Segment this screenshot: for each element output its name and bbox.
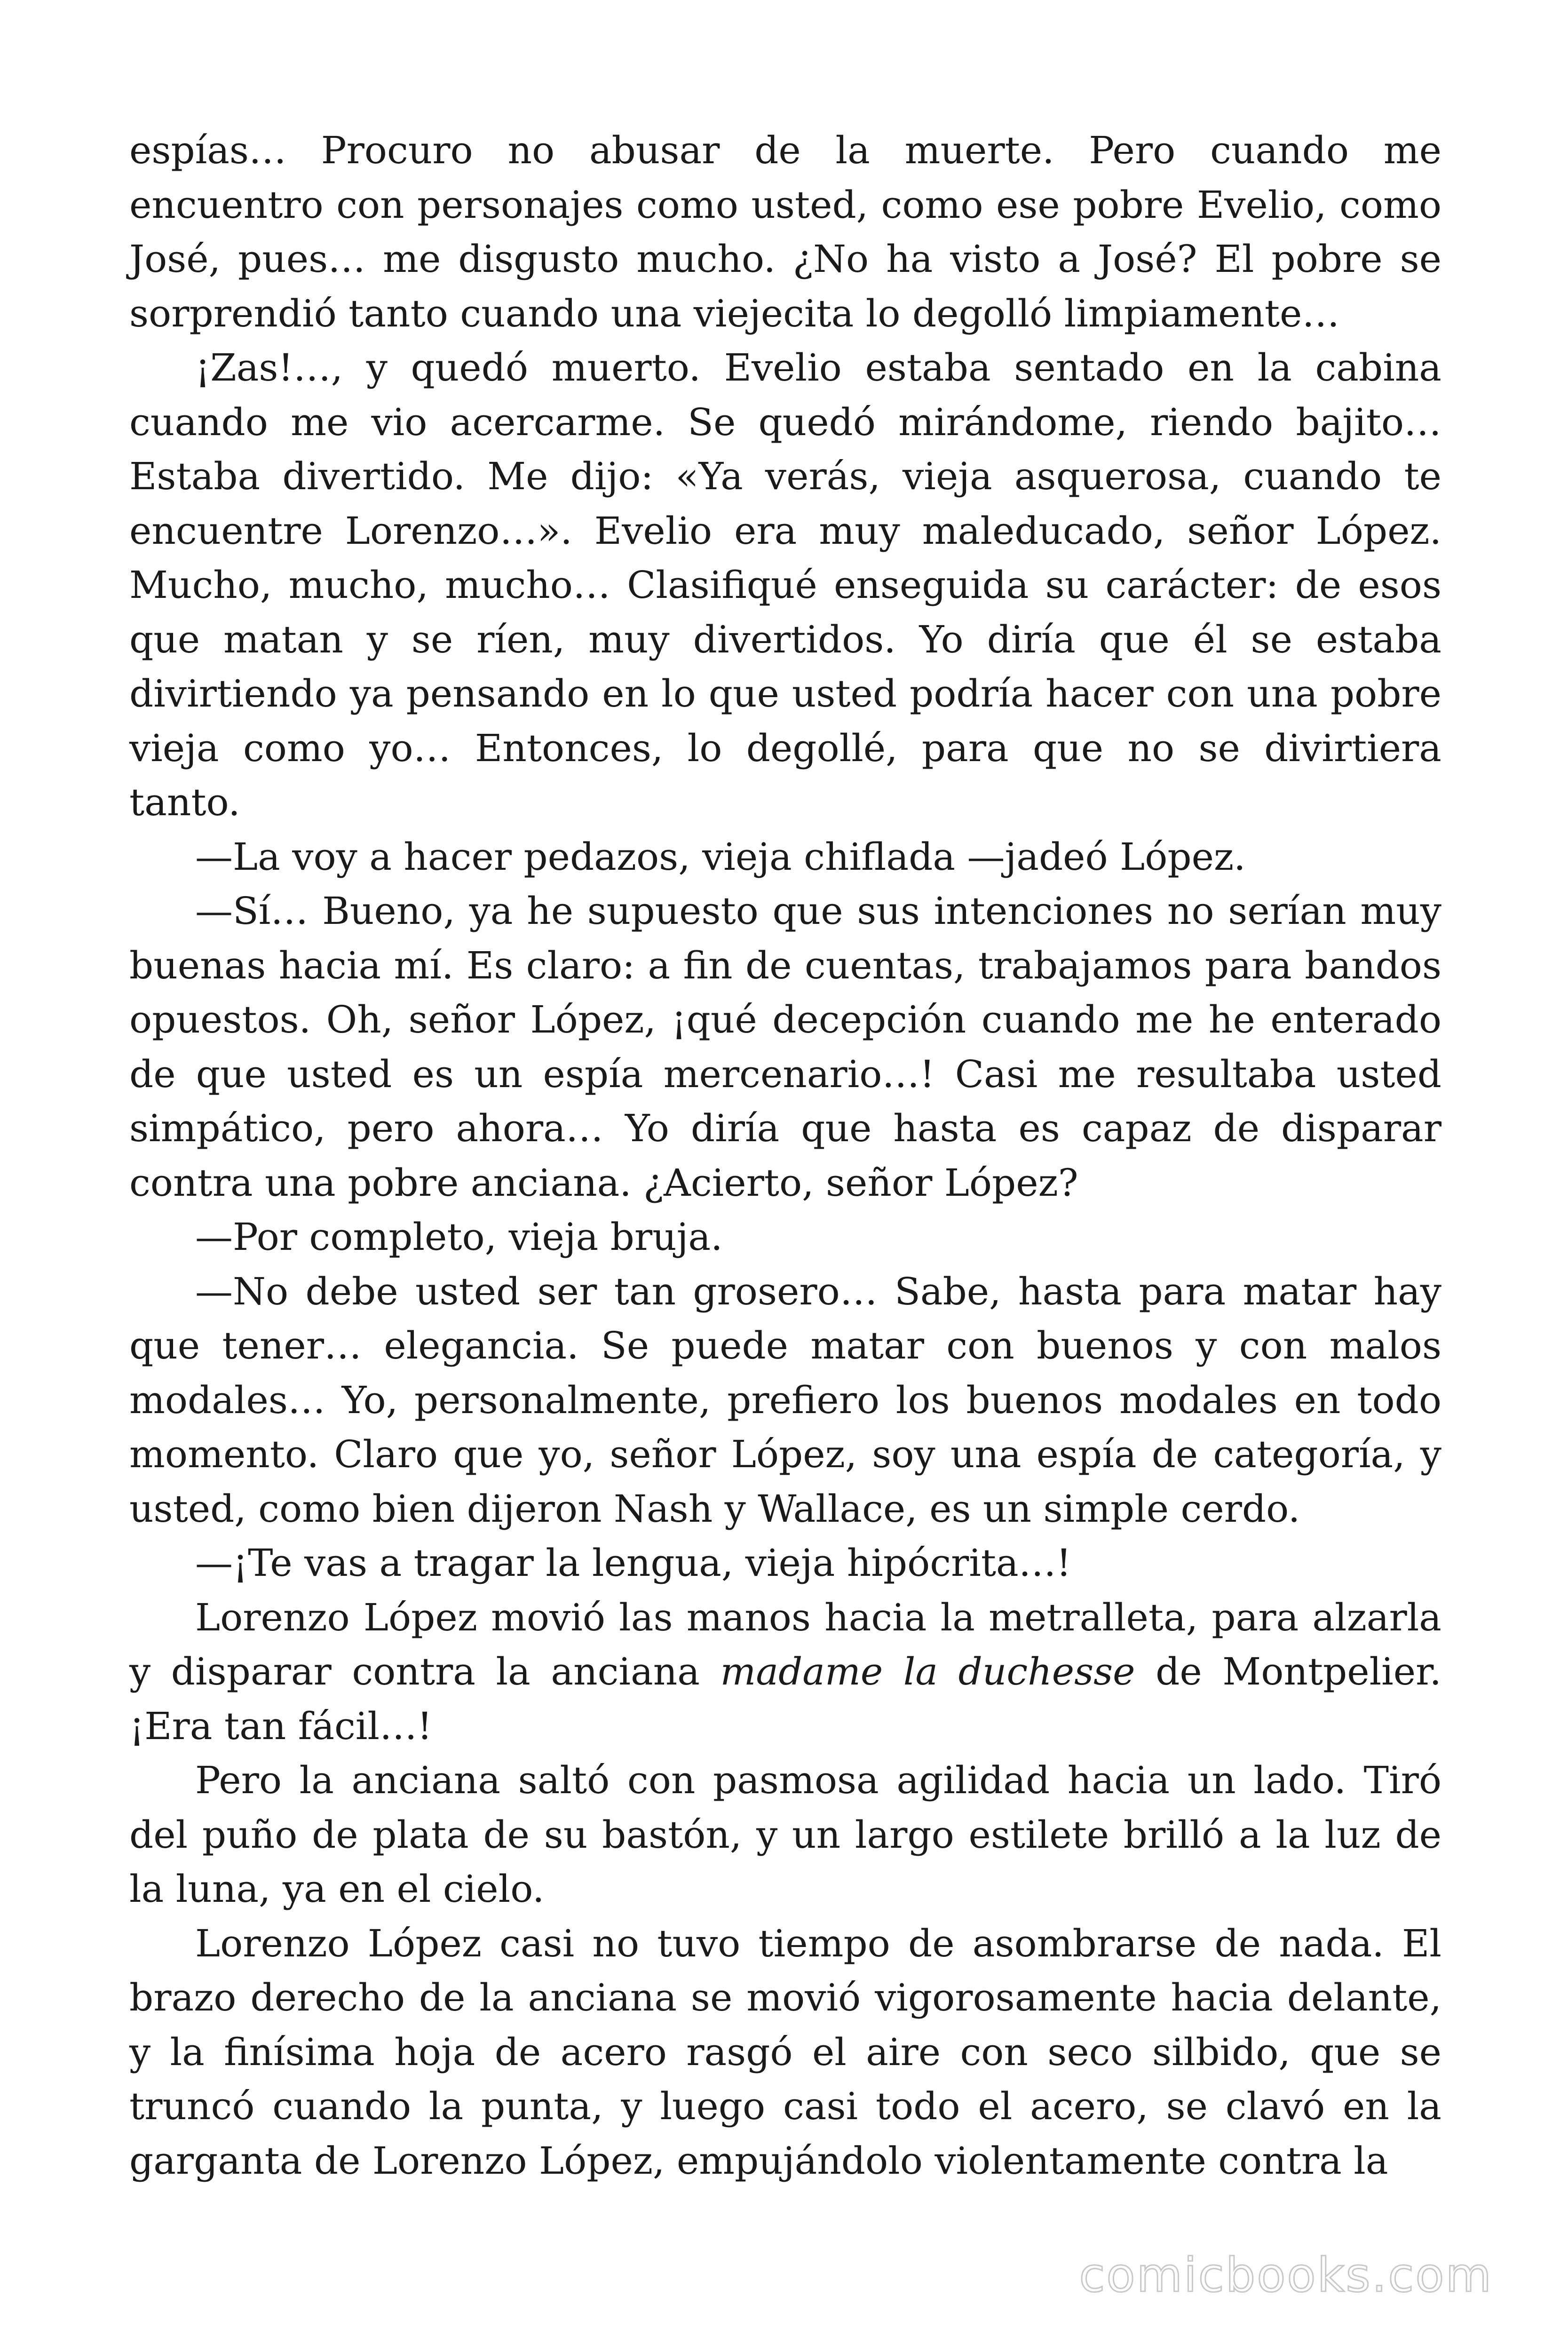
text-run: —¡Te vas a tragar la lengua, vieja hipócrita…! [195,1541,1071,1585]
paragraph [129,1753,1441,1916]
paragraph [129,123,1441,341]
watermark: comicbooks.com [1079,2248,1493,2303]
text-run: —Por completo, vieja bruja. [195,1215,723,1259]
text-run: Pero la anciana saltó con pasmosa agilidad hacia un lado. Tiró del puño de plata de su bastón, y un largo estilete brilló a la luz de la luna, ya en el cielo. [129,1758,1441,1911]
text-run: Lorenzo López movió las manos hacia la metralleta, para alzarla y disparar contra la anciana [129,1595,1441,1693]
text-run: ¡Zas!…, y quedó muerto. Evelio estaba sentado en la cabina cuando me vio acercarme. Se quedó mirándome, riendo bajito… Estaba divertido. Me dijo: «Ya verás, vieja asquerosa, cuando te encuentre Lorenzo…». Evelio era muy maleducado, señor López. Mucho, mucho, mucho… Clasifiqué enseguida su carácter: de esos que matan y se ríen, muy divertidos. Yo diría que él se estaba divirtiendo ya pensando en lo que usted podría hacer con una pobre vieja como yo… Entonces, lo degollé, para que no se divirtiera tanto. [129,346,1441,824]
italic-text: madame la duchesse [720,1650,1135,1693]
text-run: Lorenzo López casi no tuvo tiempo de asombrarse de nada. El brazo derecho de la anciana se movió vigorosamente hacia delante, y la finísima hoja de acero rasgó el aire con seco silbido, que se truncó cuando la punta, y luego casi todo el acero, se clavó en la garganta de Lorenzo López, empujándolo violentamente contra la [129,1921,1441,2183]
paragraph [129,830,1441,884]
paragraph [129,1916,1441,2188]
paragraph [129,1264,1441,1536]
text-run: de Montpelier. ¡Era tan fácil…! [129,1650,1441,1748]
paragraph [129,1210,1441,1264]
paragraph [129,884,1441,1210]
text-run: —La voy a hacer pedazos, vieja chiflada —jadeó López. [195,834,1246,879]
paragraph [129,341,1441,830]
paragraph [129,1536,1441,1590]
paragraph [129,1590,1441,1754]
text-run: espías… Procuro no abusar de la muerte. Pero cuando me encuentro con personajes como usted, como ese pobre Evelio, como José, pues… me disgusto mucho. ¿No ha visto a José? El pobre se sorprendió tanto cuando una viejecita lo degolló limpiamente… [129,128,1441,335]
text-run: —No debe usted ser tan grosero… Sabe, hasta para matar hay que tener… elegancia. Se puede matar con buenos y con malos modales… Yo, personalmente, prefiero los buenos modales en todo momento. Claro que yo, señor López, soy una espía de categoría, y usted, como bien dijeron Nash y Wallace, es un simple cerdo. [129,1269,1441,1531]
body-text [129,123,1441,2188]
text-run: —Sí… Bueno, ya he supuesto que sus intenciones no serían muy buenas hacia mí. Es claro: a fin de cuentas, trabajamos para bandos opuestos. Oh, señor López, ¡qué decepción cuando me he enterado de que usted es un espía mercenario…! Casi me resultaba usted simpático, pero ahora… Yo diría que hasta es capaz de disparar contra una pobre anciana. ¿Acierto, señor López? [129,889,1441,1205]
